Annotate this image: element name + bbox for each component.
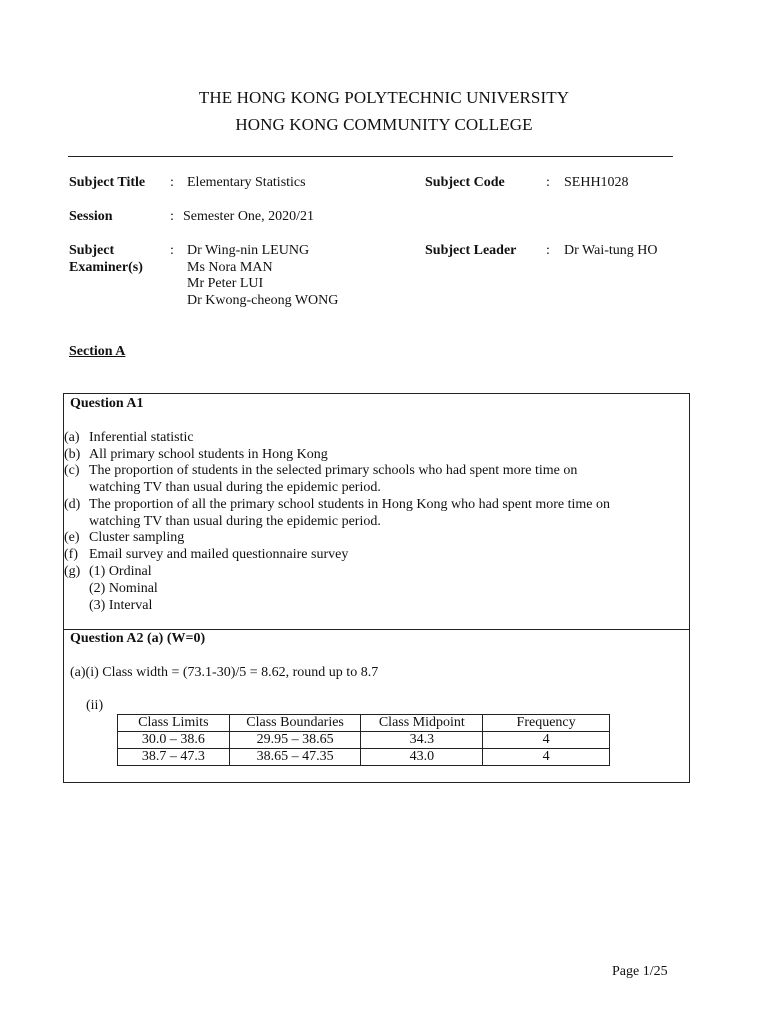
table-cell: 29.95 – 38.65 [229,732,361,749]
item-text: All primary school students in Hong Kong [89,447,328,462]
answer-item [64,446,684,463]
examiner-label-line1: Subject [69,243,115,258]
column-header: Class Limits [118,715,230,732]
item-text: Inferential statistic [89,430,194,445]
column-header: Class Midpoint [361,715,483,732]
university-title: THE HONG KONG POLYTECHNIC UNIVERSITY [198,88,570,107]
question-a2-box [63,629,690,783]
colon: : [170,209,174,224]
answer-item [64,429,684,446]
item-text-continued: watching TV than usual during the epidemic period. [89,514,381,529]
examiner-label-line2: Examiner(s) [69,260,143,275]
subject-title-label: Subject Title [69,175,146,190]
answer-subitem: (3) Interval [89,598,153,613]
table-cell: 4 [483,749,610,766]
section-heading: Section A [69,344,126,359]
item-text: The proportion of all the primary school students in Hong Kong who had spent more time on [89,497,611,512]
session-label: Session [69,209,113,224]
header-divider [68,156,673,157]
colon: : [170,175,174,190]
table-cell: 43.0 [361,749,483,766]
table-cell: 34.3 [361,732,483,749]
table-cell: 4 [483,732,610,749]
page-number: Page 1/25 [612,964,668,979]
item-text: The proportion of students in the selected primary schools who had spent more time on [89,463,578,478]
examiner-name: Dr Kwong-cheong WONG [187,293,339,308]
item-marker: (a) [64,430,80,445]
frequency-table [117,714,610,766]
item-marker: (d) [64,497,81,512]
subject-leader-label: Subject Leader [425,243,517,258]
colon: : [546,243,550,258]
question-a1-box [63,393,690,630]
table-cell: 30.0 – 38.6 [118,732,230,749]
examiner-name: Mr Peter LUI [187,276,264,291]
question-a1-title: Question A1 [70,396,144,411]
item-marker: (f) [64,547,78,562]
subject-code-label: Subject Code [425,175,505,190]
table-row [118,732,610,749]
item-text: Cluster sampling [89,530,185,545]
answer-item [64,462,684,496]
table-cell: 38.65 – 47.35 [229,749,361,766]
column-header: Class Boundaries [229,715,361,732]
answer-subitem: (2) Nominal [89,581,158,596]
question-a2-title: Question A2 (a) (W=0) [70,631,206,646]
table-row [118,749,610,766]
item-marker: (g) [64,564,81,579]
colon: : [546,175,550,190]
item-marker: (c) [64,463,80,478]
subject-title-value: Elementary Statistics [187,175,306,190]
college-title: HONG KONG COMMUNITY COLLEGE [235,115,533,134]
session-value: Semester One, 2020/21 [183,209,315,224]
item-text: Email survey and mailed questionnaire survey [89,547,349,562]
examiner-name: Dr Wing-nin LEUNG [187,243,310,258]
item-text-continued: watching TV than usual during the epidemic period. [89,480,381,495]
item-text: (1) Ordinal [89,564,152,579]
item-marker: (b) [64,447,81,462]
colon: : [170,243,174,258]
item-marker: (e) [64,530,80,545]
subject-code-value: SEHH1028 [564,175,629,190]
table-cell: 38.7 – 47.3 [118,749,230,766]
class-width-line: (a)(i) Class width = (73.1-30)/5 = 8.62, round up to 8.7 [70,665,379,680]
subject-leader-value: Dr Wai-tung HO [564,243,658,258]
answer-item [64,496,684,530]
column-header: Frequency [483,715,610,732]
answer-item [64,546,684,563]
examiner-name: Ms Nora MAN [187,260,273,275]
table-header-row [118,715,610,732]
answer-item [64,563,684,580]
part-ii-label: (ii) [86,698,104,713]
answer-item [64,529,684,546]
